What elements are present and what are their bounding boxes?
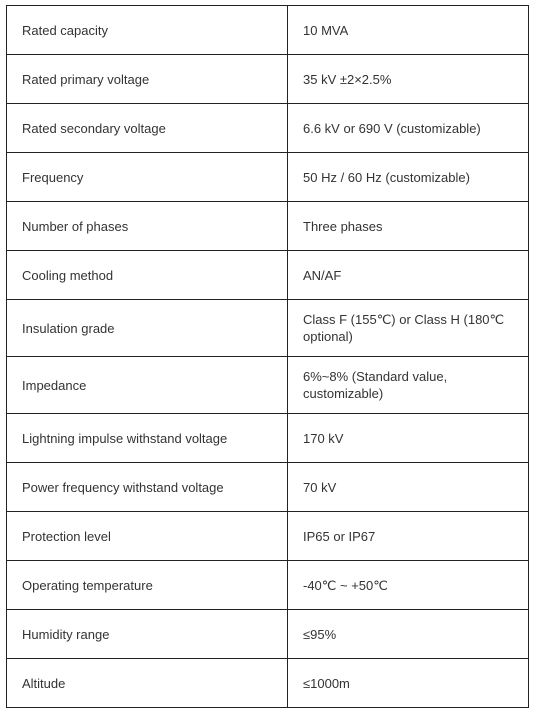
spec-value: 50 Hz / 60 Hz (customizable) bbox=[288, 153, 529, 202]
table-row bbox=[7, 202, 529, 251]
spec-label: Rated secondary voltage bbox=[7, 104, 288, 153]
table-row bbox=[7, 104, 529, 153]
specifications-table-body bbox=[7, 6, 529, 708]
spec-label: Altitude bbox=[7, 659, 288, 708]
table-row bbox=[7, 561, 529, 610]
table-row bbox=[7, 610, 529, 659]
table-row bbox=[7, 659, 529, 708]
spec-value: ≤95% bbox=[288, 610, 529, 659]
spec-value: -40℃ ~ +50℃ bbox=[288, 561, 529, 610]
spec-value: 170 kV bbox=[288, 414, 529, 463]
table-row bbox=[7, 153, 529, 202]
table-row bbox=[7, 512, 529, 561]
specifications-table bbox=[6, 5, 529, 708]
spec-value: IP65 or IP67 bbox=[288, 512, 529, 561]
spec-value: 6.6 kV or 690 V (customizable) bbox=[288, 104, 529, 153]
table-row bbox=[7, 55, 529, 104]
spec-value: 6%~8% (Standard value, customizable) bbox=[288, 357, 529, 414]
spec-label: Operating temperature bbox=[7, 561, 288, 610]
spec-label: Humidity range bbox=[7, 610, 288, 659]
table-row bbox=[7, 463, 529, 512]
spec-label: Protection level bbox=[7, 512, 288, 561]
table-row bbox=[7, 251, 529, 300]
spec-label: Frequency bbox=[7, 153, 288, 202]
spec-value: ≤1000m bbox=[288, 659, 529, 708]
spec-label: Power frequency withstand voltage bbox=[7, 463, 288, 512]
spec-label: Lightning impulse withstand voltage bbox=[7, 414, 288, 463]
spec-label: Number of phases bbox=[7, 202, 288, 251]
table-row bbox=[7, 6, 529, 55]
spec-value: 35 kV ±2×2.5% bbox=[288, 55, 529, 104]
spec-value: AN/AF bbox=[288, 251, 529, 300]
spec-value: 10 MVA bbox=[288, 6, 529, 55]
table-row bbox=[7, 414, 529, 463]
table-row bbox=[7, 300, 529, 357]
spec-label: Rated primary voltage bbox=[7, 55, 288, 104]
spec-label: Rated capacity bbox=[7, 6, 288, 55]
spec-label: Impedance bbox=[7, 357, 288, 414]
table-row bbox=[7, 357, 529, 414]
spec-value: Three phases bbox=[288, 202, 529, 251]
spec-value: Class F (155℃) or Class H (180℃ optional) bbox=[288, 300, 529, 357]
spec-label: Cooling method bbox=[7, 251, 288, 300]
spec-label: Insulation grade bbox=[7, 300, 288, 357]
spec-value: 70 kV bbox=[288, 463, 529, 512]
